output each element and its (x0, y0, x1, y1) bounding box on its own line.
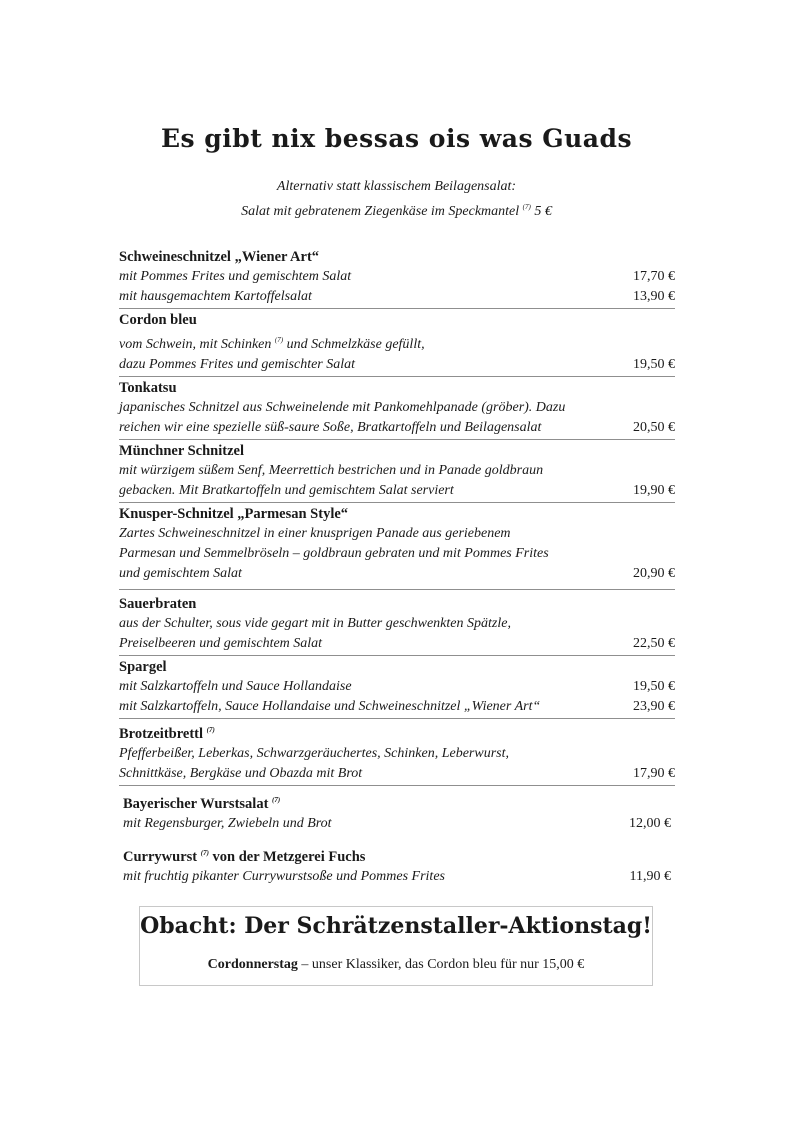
dish-line (119, 398, 675, 418)
dish-name: Münchner Schnitzel (119, 443, 244, 459)
dish-price: 19,50 € (633, 357, 675, 372)
menu-item-spargel (119, 656, 675, 719)
dish-name (123, 790, 675, 814)
dish-line (123, 814, 675, 834)
intro-note (0, 176, 793, 222)
dish-line (119, 764, 675, 784)
dish-line (119, 330, 675, 355)
dish-line (119, 287, 675, 307)
dish-description: aus der Schulter, sous vide gegart mit in Butter geschwenkten Spätzle, (119, 616, 511, 631)
dish-line (119, 634, 675, 654)
dish-name-text: Bayerischer Wurstsalat (123, 796, 269, 812)
dish-description-part: vom Schwein, mit Schinken (119, 337, 272, 352)
promo-title: Obacht: Der Schrätzenstaller-Aktionstag! (140, 913, 652, 939)
dish-name (123, 843, 675, 867)
intro-line-2 (0, 197, 793, 222)
dish-line (119, 481, 675, 501)
menu-list (119, 246, 675, 888)
menu-item-knusper-schnitzel (119, 503, 675, 590)
allergen-note: (7) (274, 336, 284, 344)
dish-description: Pfefferbeißer, Leberkas, Schwarzgeräuchertes, Schinken, Leberwurst, (119, 746, 509, 761)
dish-name: Spargel (119, 659, 167, 675)
dish-description: mit Pommes Frites und gemischtem Salat (119, 269, 352, 284)
page-title: Es gibt nix bessas ois was Guads (160, 124, 633, 153)
dish-description: dazu Pommes Frites und gemischter Salat (119, 357, 356, 372)
dish-description: mit Salzkartoffeln, Sauce Hollandaise und Schweineschnitzel „Wiener Art“ (119, 699, 541, 714)
dish-name-text: Brotzeitbrettl (119, 726, 204, 742)
dish-name (119, 720, 675, 744)
dish-price: 20,50 € (633, 420, 675, 435)
dish-description: reichen wir eine spezielle süß-saure Soße, Bratkartoffeln und Beilagensalat (119, 420, 542, 435)
menu-item-muenchner-schnitzel (119, 440, 675, 503)
intro-line-1: Alternativ statt klassischem Beilagensalat: (276, 179, 517, 194)
dish-description: mit hausgemachtem Kartoffelsalat (119, 289, 312, 304)
dish-price: 17,70 € (633, 269, 675, 284)
promo-day-name: Cordonnerstag (207, 957, 298, 972)
dish-price: 22,50 € (633, 636, 675, 651)
menu-item-wurstsalat (119, 786, 675, 835)
intro-salad-price: 5 € (534, 204, 552, 219)
menu-item-schweineschnitzel (119, 246, 675, 309)
allergen-note: (7) (200, 849, 209, 857)
dish-price: 19,50 € (633, 679, 675, 694)
allergen-note: (7) (272, 796, 281, 804)
dish-line (119, 544, 675, 564)
dish-name: Knusper-Schnitzel „Parmesan Style“ (119, 506, 349, 522)
dish-price: 19,90 € (633, 483, 675, 498)
promo-description: – unser Klassiker, das Cordon bleu für nur 15,00 € (301, 957, 585, 972)
menu-item-sauerbraten (119, 590, 675, 656)
dish-line (119, 677, 675, 697)
dish-price: 17,90 € (633, 766, 675, 781)
menu-item-tonkatsu (119, 377, 675, 440)
dish-line (119, 697, 675, 717)
dish-price: 13,90 € (633, 289, 675, 304)
dish-price: 23,90 € (633, 699, 675, 714)
dish-description: Parmesan und Semmelbröseln – goldbraun gebraten und mit Pommes Frites (119, 546, 549, 561)
promo-text (140, 957, 652, 973)
dish-description: Preiselbeeren und gemischtem Salat (119, 636, 323, 651)
dish-description: japanisches Schnitzel aus Schweinelende mit Pankomehlpanade (gröber). Dazu (119, 400, 566, 415)
dish-description: Schnittkäse, Bergkäse und Obazda mit Brot (119, 766, 363, 781)
dish-description: gebacken. Mit Bratkartoffeln und gemischtem Salat serviert (119, 483, 454, 498)
menu-item-cordon-bleu (119, 309, 675, 377)
intro-salad-text: Salat mit gebratenem Ziegenkäse im Speckmantel (241, 204, 520, 219)
dish-line (119, 564, 675, 588)
dish-price: 20,90 € (633, 566, 675, 581)
dish-name: Cordon bleu (119, 312, 197, 328)
dish-line (119, 614, 675, 634)
allergen-note: (7) (206, 726, 215, 734)
dish-line (119, 461, 675, 481)
dish-line (119, 524, 675, 544)
dish-line (119, 355, 675, 375)
dish-description (119, 330, 675, 355)
dish-line (119, 267, 675, 287)
dish-name: Schweineschnitzel „Wiener Art“ (119, 249, 320, 265)
menu-item-currywurst (119, 835, 675, 888)
dish-line (119, 418, 675, 438)
allergen-note: (7) (522, 203, 531, 211)
dish-description: mit fruchtig pikanter Currywurstsoße und Pommes Frites (123, 869, 445, 884)
dish-line (123, 867, 675, 887)
dish-description: mit würzigem süßem Senf, Meerrettich bestrichen und in Panade goldbraun (119, 463, 544, 478)
dish-name: Tonkatsu (119, 380, 177, 396)
dish-name: Sauerbraten (119, 596, 197, 612)
dish-description: mit Regensburger, Zwiebeln und Brot (123, 816, 332, 831)
dish-description-part: und Schmelzkäse gefüllt, (286, 337, 425, 352)
promo-box (139, 906, 653, 986)
menu-item-brotzeitbrettl (119, 719, 675, 786)
dish-price: 11,90 € (629, 869, 671, 884)
dish-name-text: Currywurst (123, 849, 198, 865)
dish-line (119, 744, 675, 764)
dish-description: mit Salzkartoffeln und Sauce Hollandaise (119, 679, 352, 694)
dish-price: 12,00 € (629, 816, 671, 831)
dish-name-text: von der Metzgerei Fuchs (212, 849, 366, 865)
dish-description: Zartes Schweineschnitzel in einer knusprigen Panade aus geriebenem (119, 526, 511, 541)
dish-description: und gemischtem Salat (119, 566, 242, 581)
